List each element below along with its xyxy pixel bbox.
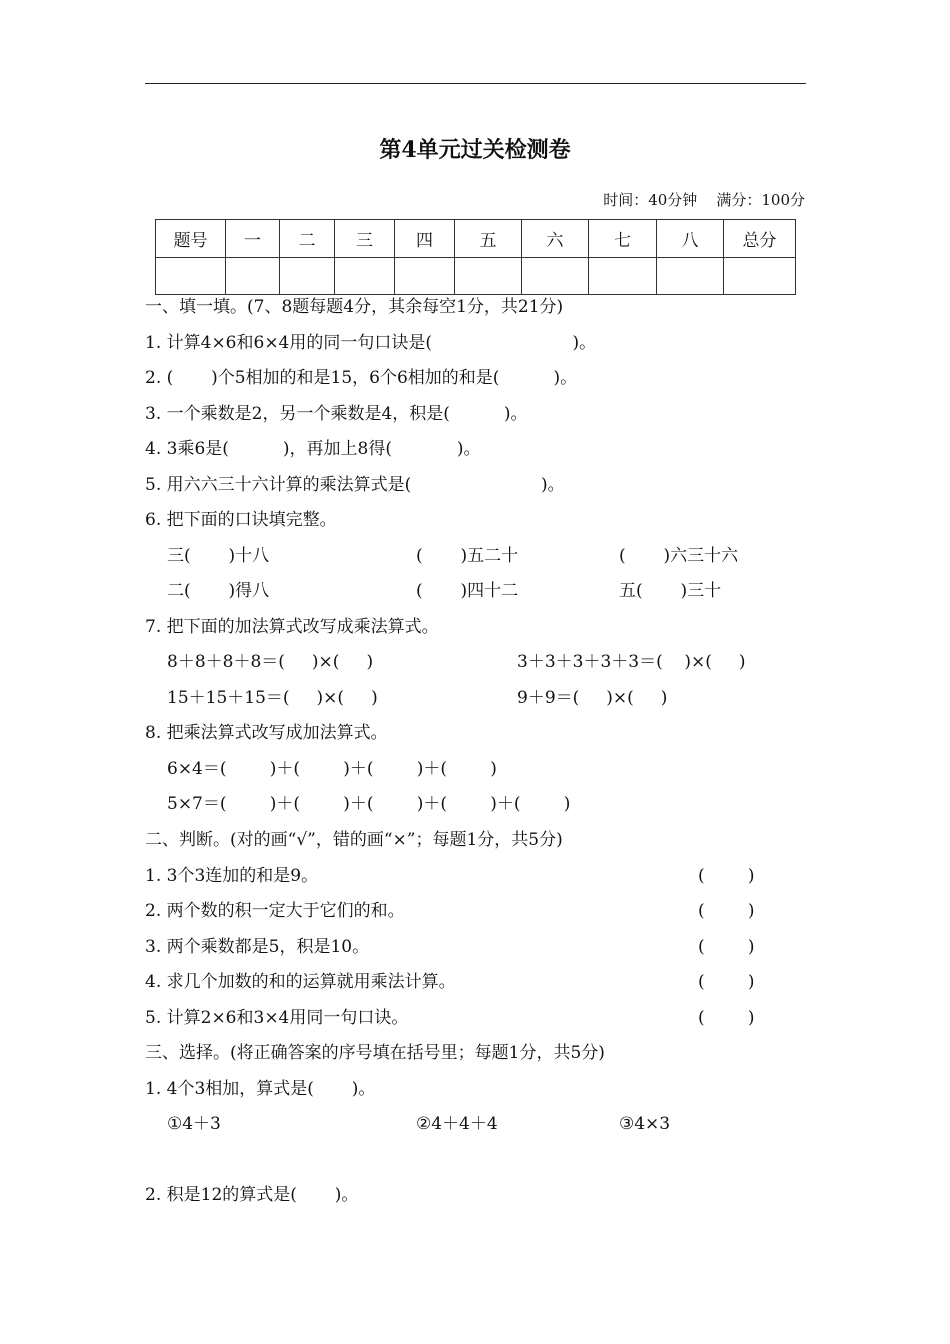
answer-paren: ( ) — [698, 901, 755, 921]
score-header-cell: 七 — [589, 220, 657, 258]
time-score-info: 时间：40分钟 满分：100分 — [603, 191, 805, 209]
score-cell[interactable] — [395, 258, 455, 295]
section-3-heading: 三、选择。(将正确答案的序号填在括号里；每题1分，共5分) — [145, 1043, 605, 1063]
score-cell[interactable] — [280, 258, 335, 295]
answer-paren: ( ) — [698, 1008, 755, 1028]
choice-question-2: 2. 积是12的算式是( )。 — [145, 1185, 359, 1205]
score-header-cell: 八 — [657, 220, 724, 258]
choice-question-1: 1. 4个3相加，算式是( )。 — [145, 1079, 376, 1099]
score-header-cell: 三 — [335, 220, 395, 258]
score-cell[interactable] — [589, 258, 657, 295]
equation-item: 6×4＝( )＋( )＋( )＋( ) — [167, 759, 497, 779]
rhyme-item: 三( )十八 — [167, 546, 270, 566]
score-cell[interactable] — [226, 258, 280, 295]
score-cell[interactable] — [657, 258, 724, 295]
score-table-blank-row — [156, 258, 796, 295]
question-1-4: 4. 3乘6是( )，再加上8得( )。 — [145, 439, 481, 459]
rhyme-item: 五( )三十 — [619, 581, 722, 601]
score-table — [155, 219, 796, 295]
score-cell[interactable] — [724, 258, 796, 295]
choice-option: ①4＋3 — [167, 1114, 221, 1134]
judge-item: 4. 求几个加数的和的运算就用乘法计算。 — [145, 972, 456, 992]
score-cell[interactable] — [335, 258, 395, 295]
rhyme-item: ( )五二十 — [416, 546, 519, 566]
equation-item: 8＋8＋8＋8＝( )×( ) — [167, 652, 374, 672]
rhyme-item: ( )六三十六 — [619, 546, 739, 566]
judge-item: 5. 计算2×6和3×4用同一句口诀。 — [145, 1008, 409, 1028]
rhyme-item: 二( )得八 — [167, 581, 270, 601]
judge-item: 2. 两个数的积一定大于它们的和。 — [145, 901, 405, 921]
score-header-cell: 五 — [455, 220, 522, 258]
score-header-cell: 题号 — [156, 220, 226, 258]
rhyme-item: ( )四十二 — [416, 581, 519, 601]
equation-item: 15＋15＋15＝( )×( ) — [167, 688, 378, 708]
page-title: 第4单元过关检测卷 — [379, 137, 571, 163]
answer-paren: ( ) — [698, 866, 755, 886]
answer-paren: ( ) — [698, 972, 755, 992]
section-2-heading: 二、判断。(对的画“√”，错的画“×”；每题1分，共5分) — [145, 830, 563, 850]
equation-item: 9＋9＝( )×( ) — [517, 688, 668, 708]
score-cell[interactable] — [455, 258, 522, 295]
question-1-6: 6. 把下面的口诀填完整。 — [145, 510, 337, 530]
score-table-header-row — [156, 220, 796, 258]
question-1-8: 8. 把乘法算式改写成加法算式。 — [145, 723, 388, 743]
answer-paren: ( ) — [698, 937, 755, 957]
question-1-2: 2. ( )个5相加的和是15，6个6相加的和是( )。 — [145, 368, 578, 388]
choice-option: ③4×3 — [619, 1114, 671, 1134]
question-1-1: 1. 计算4×6和6×4用的同一句口诀是( )。 — [145, 333, 597, 353]
question-1-7: 7. 把下面的加法算式改写成乘法算式。 — [145, 617, 439, 637]
top-rule — [145, 83, 806, 84]
score-header-cell: 一 — [226, 220, 280, 258]
equation-item: 5×7＝( )＋( )＋( )＋( )＋( ) — [167, 794, 571, 814]
score-header-cell: 二 — [280, 220, 335, 258]
question-1-5: 5. 用六六三十六计算的乘法算式是( )。 — [145, 475, 565, 495]
judge-item: 1. 3个3连加的和是9。 — [145, 866, 319, 886]
equation-item: 3＋3＋3＋3＋3＝( )×( ) — [517, 652, 746, 672]
score-header-cell: 总分 — [724, 220, 796, 258]
section-1-heading: 一、填一填。(7、8题每题4分，其余每空1分，共21分) — [145, 297, 564, 317]
score-cell[interactable] — [522, 258, 589, 295]
score-cell[interactable] — [156, 258, 226, 295]
score-header-cell: 六 — [522, 220, 589, 258]
score-header-cell: 四 — [395, 220, 455, 258]
choice-option: ②4＋4＋4 — [416, 1114, 498, 1134]
judge-item: 3. 两个乘数都是5，积是10。 — [145, 937, 370, 957]
question-1-3: 3. 一个乘数是2，另一个乘数是4，积是( )。 — [145, 404, 528, 424]
